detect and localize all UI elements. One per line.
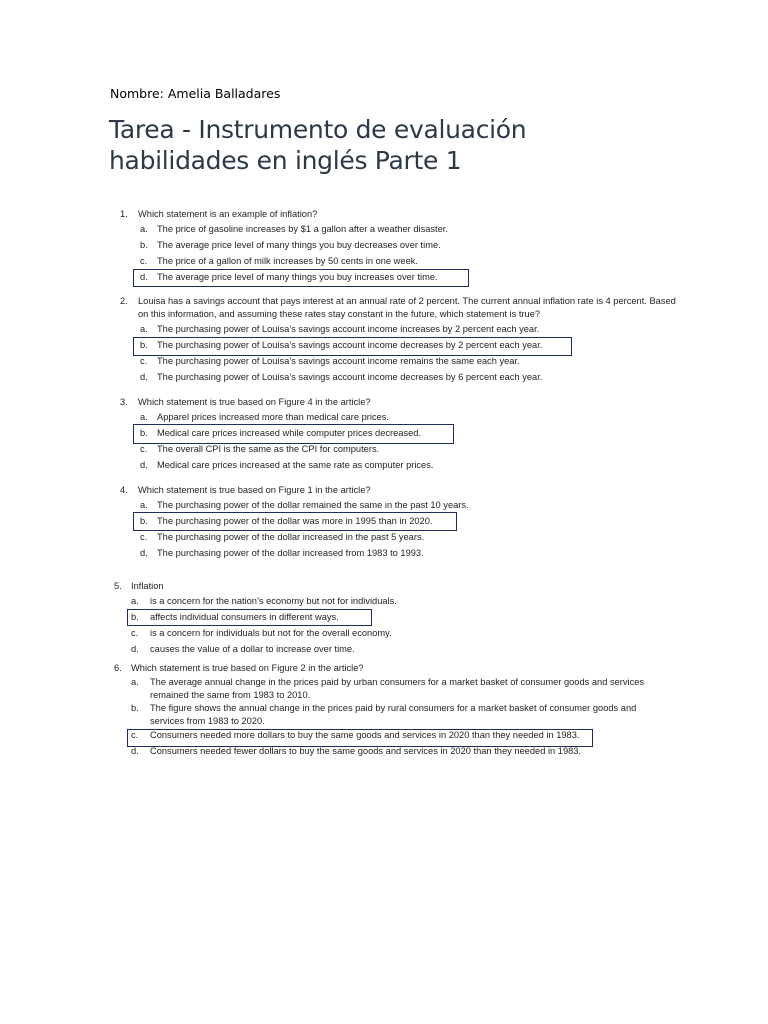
option-letter: c. bbox=[131, 730, 139, 740]
option-6c bbox=[114, 727, 674, 743]
option-letter: d. bbox=[140, 372, 148, 382]
option-text: The price of gasoline increases by $1 a gallon after a weather disaster. bbox=[157, 224, 448, 234]
option-letter: d. bbox=[140, 548, 148, 558]
question-text: Which statement is true based on Figure 4 in the article? bbox=[138, 397, 371, 407]
option-6b bbox=[114, 701, 674, 727]
question-text: Which statement is an example of inflation? bbox=[138, 209, 318, 219]
option-letter: a. bbox=[131, 596, 139, 606]
question-number: 4. bbox=[120, 485, 128, 495]
option-text: The purchasing power of the dollar was more in 1995 than in 2020. bbox=[157, 516, 433, 526]
option-letter: a. bbox=[140, 324, 148, 334]
option-text: The purchasing power of the dollar remained the same in the past 10 years. bbox=[157, 500, 469, 510]
option-letter: d. bbox=[131, 644, 139, 654]
question-3 bbox=[120, 396, 690, 473]
option-text: is a concern for the nation’s economy but not for individuals. bbox=[150, 596, 397, 606]
question-number: 3. bbox=[120, 397, 128, 407]
question-number: 6. bbox=[114, 663, 122, 673]
question-5 bbox=[114, 580, 674, 657]
option-letter: b. bbox=[140, 428, 148, 438]
option-4d bbox=[120, 545, 690, 561]
option-text: The purchasing power of Louisa’s savings account income decreases by 2 percent each year. bbox=[157, 340, 543, 350]
option-text: The purchasing power of Louisa’s savings account income increases by 2 percent each year. bbox=[157, 324, 540, 334]
option-5c bbox=[114, 625, 674, 641]
option-letter: b. bbox=[140, 340, 148, 350]
question-number: 5. bbox=[114, 581, 122, 591]
option-text: The figure shows the annual change in the prices paid by rural consumers for a market basket of consumer goods and services from 1983 to 2020. bbox=[150, 703, 637, 726]
question-text: Louisa has a savings account that pays interest at an annual rate of 2 percent. The current annual inflation rate is 4 percent. Based on this information, and assuming these rates stay constant in the future, which statement is true? bbox=[138, 296, 676, 319]
option-letter: b. bbox=[140, 516, 148, 526]
question-4 bbox=[120, 484, 690, 561]
option-letter: c. bbox=[140, 256, 148, 266]
option-3a bbox=[120, 409, 690, 425]
option-5a bbox=[114, 593, 674, 609]
question-text: Inflation bbox=[131, 581, 164, 591]
page-title: Tarea - Instrumento de evaluación habilidades en inglés Parte 1 bbox=[109, 115, 527, 175]
option-text: The price of a gallon of milk increases by 50 cents in one week. bbox=[157, 256, 418, 266]
option-6a bbox=[114, 675, 674, 701]
question-3-prompt bbox=[120, 396, 690, 409]
option-letter: a. bbox=[131, 677, 139, 687]
option-4b bbox=[120, 513, 690, 529]
option-text: is a concern for individuals but not for the overall economy. bbox=[150, 628, 392, 638]
option-text: The average price level of many things you buy increases over time. bbox=[157, 272, 438, 282]
option-text: The purchasing power of the dollar increased in the past 5 years. bbox=[157, 532, 425, 542]
question-1-prompt bbox=[120, 208, 690, 221]
question-number: 2. bbox=[120, 296, 128, 306]
option-text: affects individual consumers in different ways. bbox=[150, 612, 339, 622]
option-letter: c. bbox=[140, 444, 148, 454]
option-letter: d. bbox=[131, 746, 139, 756]
option-3c bbox=[120, 441, 690, 457]
option-5b bbox=[114, 609, 674, 625]
option-text: The average annual change in the prices paid by urban consumers for a market basket of consumer goods and services remained the same from 1983 to 2010. bbox=[150, 677, 645, 700]
option-1a bbox=[120, 221, 690, 237]
option-letter: c. bbox=[131, 628, 139, 638]
option-4c bbox=[120, 529, 690, 545]
option-letter: c. bbox=[140, 532, 148, 542]
option-letter: a. bbox=[140, 224, 148, 234]
option-6d bbox=[114, 743, 674, 759]
student-name: Nombre: Amelia Balladares bbox=[110, 86, 281, 101]
option-4a bbox=[120, 497, 690, 513]
option-text: The purchasing power of Louisa’s savings account income remains the same each year. bbox=[157, 356, 520, 366]
option-text: The overall CPI is the same as the CPI for computers. bbox=[157, 444, 380, 454]
option-letter: a. bbox=[140, 412, 148, 422]
question-1 bbox=[120, 208, 690, 285]
option-3d bbox=[120, 457, 690, 473]
option-text: The purchasing power of the dollar increased from 1983 to 1993. bbox=[157, 548, 424, 558]
question-6 bbox=[114, 662, 674, 759]
option-1c bbox=[120, 253, 690, 269]
question-5-prompt bbox=[114, 580, 674, 593]
question-text: Which statement is true based on Figure 1 in the article? bbox=[138, 485, 371, 495]
option-letter: b. bbox=[131, 703, 139, 713]
option-text: Medical care prices increased while computer prices decreased. bbox=[157, 428, 422, 438]
option-text: The average price level of many things you buy decreases over time. bbox=[157, 240, 441, 250]
option-text: Consumers needed more dollars to buy the same goods and services in 2020 than they needed in 1983. bbox=[150, 730, 580, 740]
option-2d bbox=[120, 369, 690, 385]
question-number: 1. bbox=[120, 209, 128, 219]
option-2b bbox=[120, 337, 690, 353]
option-3b bbox=[120, 425, 690, 441]
option-letter: c. bbox=[140, 356, 148, 366]
option-letter: d. bbox=[140, 460, 148, 470]
option-2c bbox=[120, 353, 690, 369]
question-2-prompt bbox=[120, 295, 690, 321]
option-1b bbox=[120, 237, 690, 253]
question-2 bbox=[120, 295, 690, 385]
option-letter: d. bbox=[140, 272, 148, 282]
option-text: Apparel prices increased more than medical care prices. bbox=[157, 412, 390, 422]
option-text: The purchasing power of Louisa’s savings account income decreases by 6 percent each year. bbox=[157, 372, 543, 382]
question-text: Which statement is true based on Figure 2 in the article? bbox=[131, 663, 364, 673]
option-letter: b. bbox=[131, 612, 139, 622]
option-letter: a. bbox=[140, 500, 148, 510]
option-text: Consumers needed fewer dollars to buy the same goods and services in 2020 than they needed in 1983. bbox=[150, 746, 582, 756]
option-5d bbox=[114, 641, 674, 657]
question-4-prompt bbox=[120, 484, 690, 497]
option-letter: b. bbox=[140, 240, 148, 250]
option-text: causes the value of a dollar to increase over time. bbox=[150, 644, 355, 654]
question-6-prompt bbox=[114, 662, 674, 675]
option-2a bbox=[120, 321, 690, 337]
option-text: Medical care prices increased at the same rate as computer prices. bbox=[157, 460, 434, 470]
option-1d bbox=[120, 269, 690, 285]
